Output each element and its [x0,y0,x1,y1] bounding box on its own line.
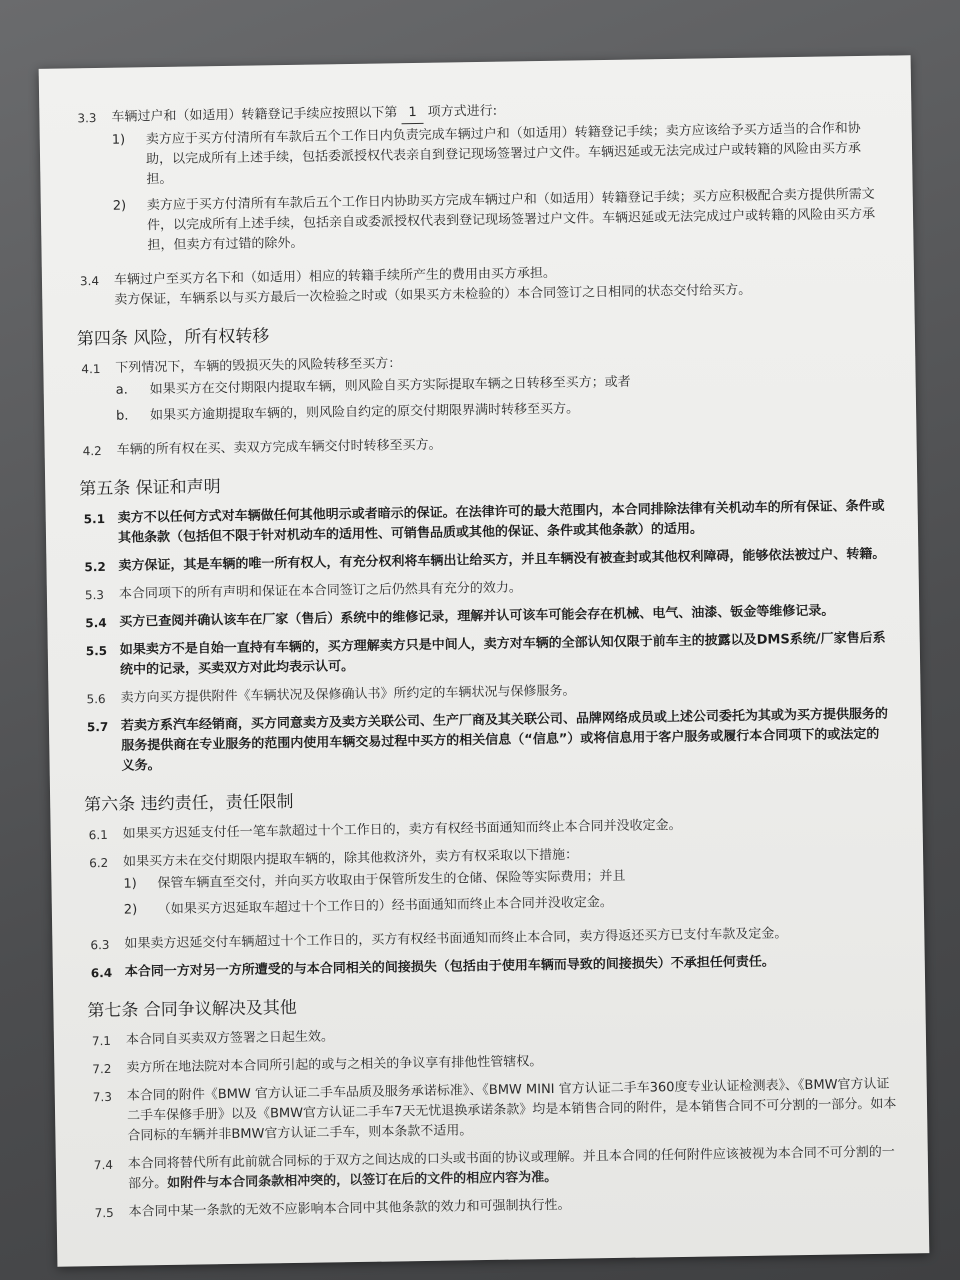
clause-text: 如果买方迟延支付任一笔车款超过十个工作日的，卖方有权经书面通知而终止本合同并没收定金。 [122,817,682,842]
clause-text: 项方式进行: [427,103,498,120]
clause-5-7 [87,705,892,778]
clause-text: 卖方向买方提供附件《车辆状况及保修确认书》所约定的车辆状况与保修服务。 [120,683,576,706]
clause-text: 卖方所在地法院对本合同所引起的或与之相关的争议享有排他性管辖权。 [126,1054,543,1076]
clause-text: 本合同中某一条款的无效不应影响本合同中其他条款的效力和可强制执行性。 [128,1197,571,1220]
clause-number: 6.4 [90,965,113,981]
clause-text: 车辆过户至买方名下和（如适用）相应的转籍手续所产生的费用由买方承担。 [113,265,557,288]
clause-7-5 [94,1191,898,1224]
clause-number: 5.1 [83,511,106,527]
sub-text: 卖方应于买方付清所有车款后五个工作日内协助买方完成车辆过户和（如适用）转籍登记手续；买方应积极配合卖方提供所需文件，以完成所有上述手续，包括亲自或委派授权代表到登记现场签署过户文件。车辆迟延或无法完成过户或转籍的风险由买方承担，但卖方有过错的除外。 [146,186,876,254]
clause-number: 7.5 [94,1205,114,1221]
clause-text: 若卖方系汽车经销商，买方同意卖方及卖方关联公司、生产厂商及其关联公司、品牌网络成员或上述公司委托为其或为买方提供服务的服务提供商在专业服务的范围内使用车辆交易过程中买方的相关信息（“信息”）或将信息用于客户服务或履行本合同项下的或法定的义务。 [120,706,889,774]
clause-4-1 [81,347,886,434]
sub-number: 2) [123,902,138,918]
clause-7-3 [93,1075,898,1148]
clause-number: 5.2 [84,559,106,575]
option-blank: 1 [401,103,423,124]
clause-4-2 [82,429,886,462]
clause-5-1 [84,497,889,550]
clause-6-1 [89,813,893,846]
clause-7-1 [92,1019,896,1052]
section-heading-5: 第五条 保证和声明 [79,477,221,500]
clause-text: 下列情况下，车辆的毁损灭失的风险转移至买方： [115,356,402,376]
contract-page [39,55,930,1267]
clause-text-bold: 如附件与本合同条款相冲突的，以签订在后的文件的相应内容为准。 [167,1169,558,1192]
clause-number: 6.2 [89,855,109,871]
clause-number: 7.1 [91,1033,112,1049]
clause-text: 本合同项下的所有声明和保证在本合同签订之后仍然具有充分的效力。 [118,580,522,602]
clause-6-3 [90,923,894,956]
sub-clause [116,395,886,427]
clause-5-6 [86,677,890,710]
clause-text: 如果买方未在交付期限内提取车辆的，除其他救济外，卖方有权采取以下措施： [122,847,579,870]
clause-text: 本合同将替代所有此前就合同标的于双方之间达成的口头或书面的协议或理解。并且本合同的任何附件应该被视为本合同不可分割的一部分。 [127,1144,895,1192]
clause-text: 车辆过户和（如适用）转籍登记手续应按照以下第 [111,105,398,125]
sub-number: 1) [123,876,137,892]
clause-text: 如果卖方不是自始一直持有车辆的，买方理解卖方只是中间人，卖方对车辆的全部认知仅限于前车主的披露以及DMS系统/厂家售后系统中的记录，买卖双方对此均表示认可。 [119,630,886,678]
clause-5-4 [85,601,889,634]
sub-clause [113,185,884,257]
sub-text: 保管车辆直至交付，并向买方收取由于保管所发生的仓储、保险等实际费用；并且 [157,868,626,892]
clause-text: 卖方保证，其是车辆的唯一所有权人，有充分权利将车辆出让给买方，并且车辆没有被查封或其他权利障碍，能够依法被过户、转籍。 [118,546,886,574]
clause-7-4 [94,1143,899,1196]
clause-3-4 [80,259,885,312]
clause-number: 5.6 [86,691,106,707]
clause-number: 6.3 [90,937,110,953]
clause-number: 3.4 [79,274,100,289]
sub-number: 1) [111,132,126,148]
clause-number: 7.3 [92,1089,113,1105]
sub-clause [124,889,894,921]
sub-text: 如果买方在交付期限内提取车辆，则风险自买方实际提取车辆之日转移至买方；或者 [149,374,631,398]
clause-text: 如果卖方迟延交付车辆超过十个工作日的，买方有权经书面通知而终止本合同，卖方得返还买方已支付车款及定金。 [124,926,788,952]
clause-3-3 [77,96,883,264]
sub-text: （如果买方迟延取车超过十个工作日的）经书面通知而终止本合同并没收定金。 [157,895,613,918]
clause-number: 4.2 [82,443,102,459]
sub-text: 如果买方逾期提取车辆的，则风险自约定的原交付期限界满时转移至买方。 [149,401,580,424]
clause-number: 7.4 [93,1157,114,1173]
clause-6-2 [89,841,894,928]
clause-6-4 [91,951,895,984]
sub-number: 2) [112,198,127,214]
clause-number: 3.3 [77,111,97,126]
section-heading-6: 第六条 违约责任，责任限制 [84,792,294,816]
clause-number: 7.2 [92,1061,112,1077]
sub-text: 卖方应于买方付清所有车款后五个工作日内负责完成车辆过户和（如适用）转籍登记手续；卖方应该给予买方适当的合作和协助，以完成所有上述手续，包括委派授权代表亲自到登记现场签署过户文件。车辆迟延或无法完成过户或转籍的风险由买方承担。 [145,121,862,188]
clause-text: 买方已查阅并确认该车在厂家（售后）系统中的维修记录，理解并认可该车可能会存在机械、电气、油漆、钣金等维修记录。 [119,603,835,630]
section-heading-4: 第四条 风险，所有权转移 [76,326,270,350]
section-heading-7: 第七条 合同争议解决及其他 [87,997,297,1022]
clause-5-2 [84,545,888,578]
clause-text: 本合同一方对另一方所遭受的与本合同相关的间接损失（包括由于使用车辆而导致的间接损失）不承担任何责任。 [124,954,775,980]
clause-number: 6.1 [88,827,108,843]
clause-number: 5.5 [85,643,108,659]
clause-7-2 [92,1047,896,1080]
clause-text: 卖方保证，车辆系以与买方最后一次检验之时或（如果买方未检验的）本合同签订之日相同的状态交付给买方。 [114,282,752,308]
clause-5-3 [85,573,889,606]
clause-number: 5.3 [84,587,105,603]
sub-number: a. [115,382,128,398]
sub-number: b. [115,408,129,424]
clause-5-5 [86,629,891,682]
clause-number: 5.4 [85,615,107,631]
clause-number: 4.1 [81,361,101,377]
clause-text: 本合同的附件《BMW 官方认证二手车品质及服务承诺标准》、《BMW MINI 官方认证二手车360度专业认证检测表》、《BMW官方认证二手车保修手册》以及《BMW官方认证二手车7天无忧退换承诺条款》均是本销售合同的附件，是本销售合同不可分割的一部分。如本合同标的车辆并非BMW官方认证二手车，则本条款不适用。 [126,1076,897,1144]
sub-clause [112,119,883,191]
clause-text: 卖方不以任何方式对车辆做任何其他明示或者暗示的保证。在法律许可的最大范围内，本合同排除法律有关机动车的所有保证、条件或其他条款（包括但不限于针对机动车的适用性、可销售品质或其他的保证、条件或其他条款）的适用。 [117,498,885,546]
clause-text: 车辆的所有权在买、卖双方完成车辆交付时转移至买方。 [116,437,442,458]
clause-number: 5.7 [86,719,109,735]
clause-text: 本合同自买卖双方签署之日起生效。 [125,1029,335,1048]
